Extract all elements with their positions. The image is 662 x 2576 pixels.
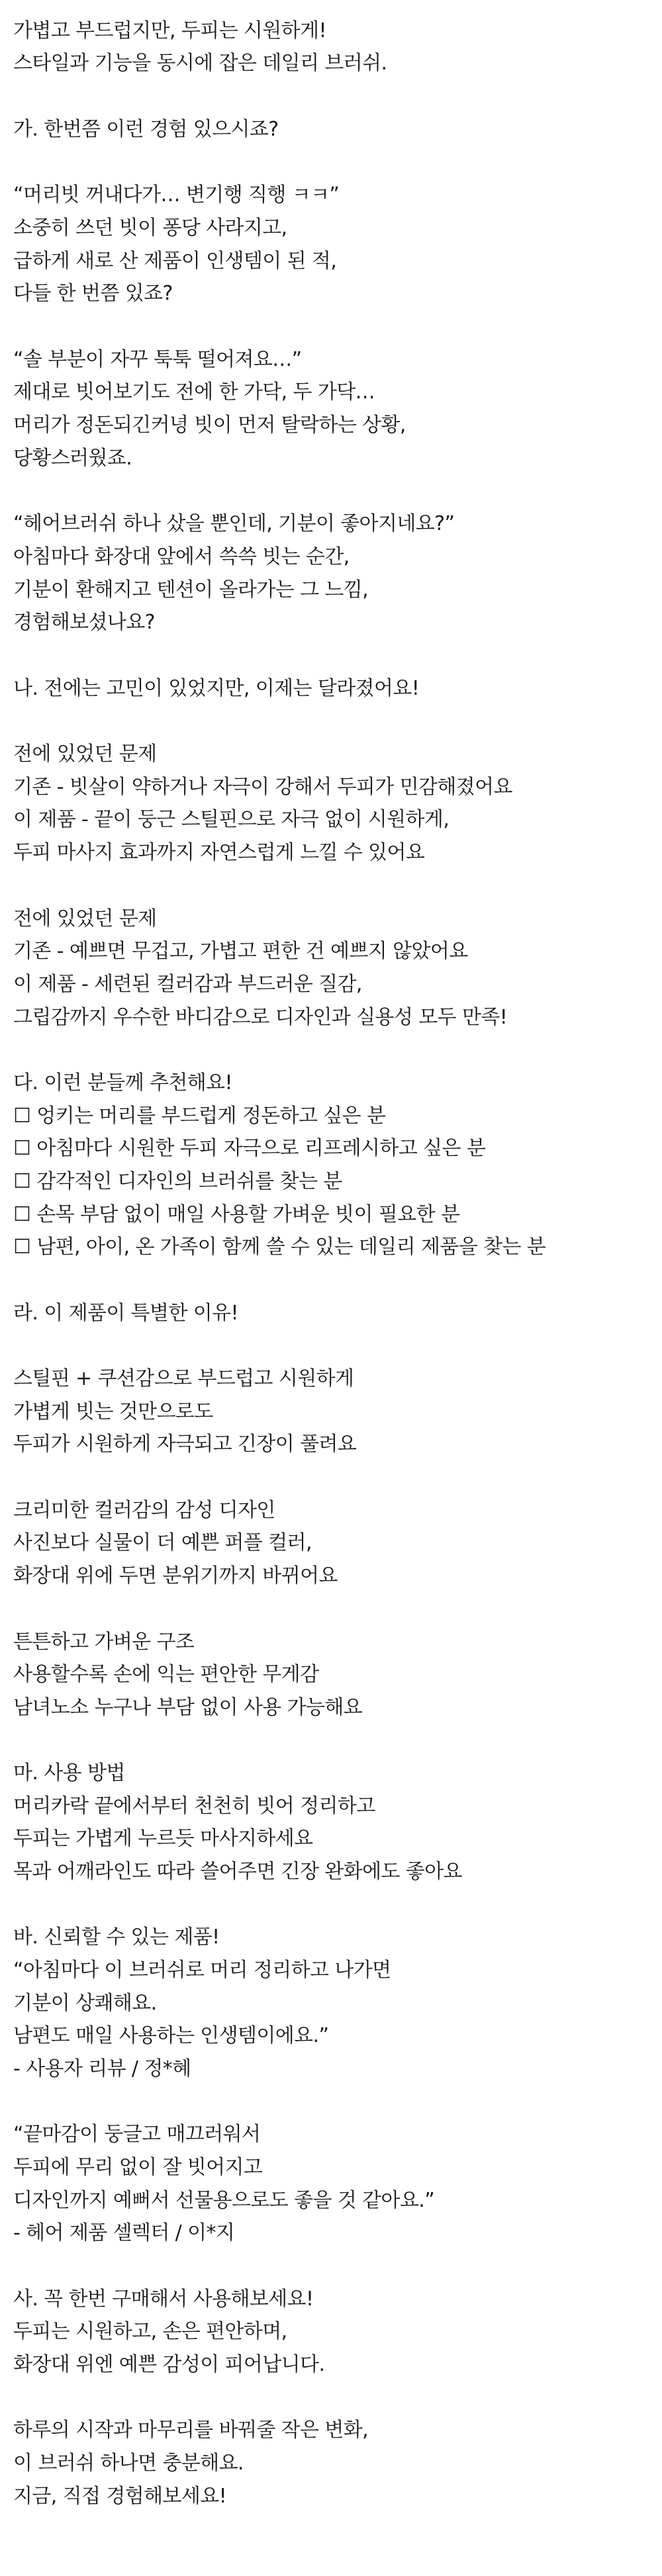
cta-line-1: 두피는 시원하고, 손은 편안하며, [13,2320,287,2343]
feature-1-title: 스틸핀 + 쿠션감으로 부드럽고 시원하게 [13,1367,354,1390]
feature-2-line-2: 화장대 위에 두면 분위기까지 바뀌어요 [13,1564,338,1587]
closing-line-3: 지금, 직접 경험해보세요! [13,2485,227,2508]
review-1-line-2: 기분이 상쾌해요. [13,1992,157,2015]
feature-2-title: 크리미한 컬러감의 감성 디자인 [13,1499,275,1522]
section-e-heading: 마. 사용 방법 [13,1761,125,1785]
intro-line-2: 스타일과 기능을 동시에 잡은 데일리 브러쉬. [13,52,387,75]
feature-3-title: 튼튼하고 가벼운 구조 [13,1630,195,1654]
intro-line-1: 가볍고 부드럽지만, 두피는 시원하게! [13,19,326,42]
section-b-problem-1-line-2: 이 제품 - 끝이 둥근 스틸핀으로 자극 없이 시원하게, [13,808,449,831]
recommend-item-1: ☐ 엉키는 머리를 부드럽게 정돈하고 싶은 분 [13,1104,386,1128]
recommend-item-4: ☐ 손목 부담 없이 매일 사용할 가벼운 빗이 필요한 분 [13,1203,460,1226]
cta-line-2: 화장대 위엔 예쁜 감성이 피어납니다. [13,2353,325,2376]
review-2-line-1: “끝마감이 둥글고 매끄러워서 [13,2123,261,2146]
section-d-heading: 라. 이 제품이 특별한 이유! [13,1302,238,1325]
review-2-line-2: 두피에 무리 없이 잘 빗어지고 [13,2156,263,2179]
section-c-heading: 다. 이런 분들께 추천해요! [13,1071,232,1094]
review-1-line-1: “아침마다 이 브러쉬로 머리 정리하고 나가면 [13,1959,391,1982]
feature-2-line-1: 사진보다 실물이 더 예쁜 퍼플 컬러, [13,1531,312,1554]
section-a-q2-line-1: 제대로 빗어보기도 전에 한 가닥, 두 가닥… [13,380,375,404]
section-a-q1-line-2: 급하게 새로 산 제품이 인생템이 된 적, [13,249,337,273]
section-a-q2-line-2: 머리가 정돈되긴커녕 빗이 먼저 탈락하는 상황, [13,414,406,437]
section-b-heading: 나. 전에는 고민이 있었지만, 이제는 달라졌어요! [13,677,420,700]
recommend-item-3: ☐ 감각적인 디자인의 브러쉬를 찾는 분 [13,1170,342,1193]
closing-line-2: 이 브러쉬 하나면 충분해요. [13,2452,244,2475]
section-b-problem-1-line-1: 기존 - 빗살이 약하거나 자극이 강해서 두피가 민감해졌어요 [13,776,512,799]
section-a-quote-3: “헤어브러쉬 하나 샀을 뿐인데, 기분이 좋아지네요?” [13,512,455,535]
closing-line-1: 하루의 시작과 마무리를 바꿔줄 작은 변화, [13,2419,369,2442]
section-g-heading: 사. 꼭 한번 구매해서 사용해보세요! [13,2287,314,2311]
usage-line-2: 두피는 가볍게 누르듯 마사지하세요 [13,1827,313,1850]
usage-line-1: 머리카락 끝에서부터 천천히 빗어 정리하고 [13,1795,375,1818]
recommend-item-5: ☐ 남편, 아이, 온 가족이 함께 쓸 수 있는 데일리 제품을 찾는 분 [13,1235,546,1259]
section-b-problem-2-title: 전에 있었던 문제 [13,907,157,930]
usage-line-3: 목과 어깨라인도 따라 쓸어주면 긴장 완화에도 좋아요 [13,1860,462,1883]
review-1-author: - 사용자 리뷰 / 정*혜 [13,2057,191,2080]
section-a-q3-line-3: 경험해보셨나요? [13,611,155,634]
section-a-q3-line-2: 기분이 환해지고 텐션이 올라가는 그 느낌, [13,578,369,601]
recommend-item-2: ☐ 아침마다 시원한 두피 자극으로 리프레시하고 싶은 분 [13,1137,486,1160]
feature-3-line-2: 남녀노소 누구나 부담 없이 사용 가능해요 [13,1696,363,1719]
section-a-q3-line-1: 아침마다 화장대 앞에서 쓱쓱 빗는 순간, [13,545,350,568]
section-b-problem-2-line-2: 이 제품 - 세련된 컬러감과 부드러운 질감, [13,973,362,996]
section-b-problem-2-line-1: 기존 - 예쁘면 무겁고, 가볍고 편한 건 예쁘지 않았어요 [13,940,468,963]
section-a-quote-1: “머리빗 꺼내다가… 변기행 직행 ㅋㅋ” [13,183,340,206]
review-2-line-3: 디자인까지 예뻐서 선물용으로도 좋을 것 같아요.” [13,2189,435,2212]
section-f-heading: 바. 신뢰할 수 있는 제품! [13,1926,220,1949]
section-a-q1-line-3: 다들 한 번쯤 있죠? [13,282,173,305]
section-a-q2-line-3: 당황스러웠죠. [13,447,132,470]
section-b-problem-1-line-3: 두피 마사지 효과까지 자연스럽게 느낄 수 있어요 [13,841,425,864]
feature-3-line-1: 사용할수록 손에 익는 편안한 무게감 [13,1663,319,1686]
feature-1-line-1: 가볍게 빗는 것만으로도 [13,1400,213,1423]
review-1-line-3: 남편도 매일 사용하는 인생템이에요.” [13,2024,329,2047]
section-b-problem-1-title: 전에 있었던 문제 [13,742,157,766]
section-b-problem-2-line-3: 그립감까지 우수한 바디감으로 디자인과 실용성 모두 만족! [13,1006,508,1029]
feature-1-line-2: 두피가 시원하게 자극되고 긴장이 풀려요 [13,1433,357,1456]
section-a-heading: 가. 한번쯤 이런 경험 있으시죠? [13,118,279,141]
review-2-author: - 헤어 제품 셀렉터 / 이*지 [13,2221,235,2244]
section-a-quote-2: “솔 부분이 자꾸 툭툭 떨어져요…” [13,348,302,371]
section-a-q1-line-1: 소중히 쓰던 빗이 퐁당 사라지고, [13,216,287,240]
